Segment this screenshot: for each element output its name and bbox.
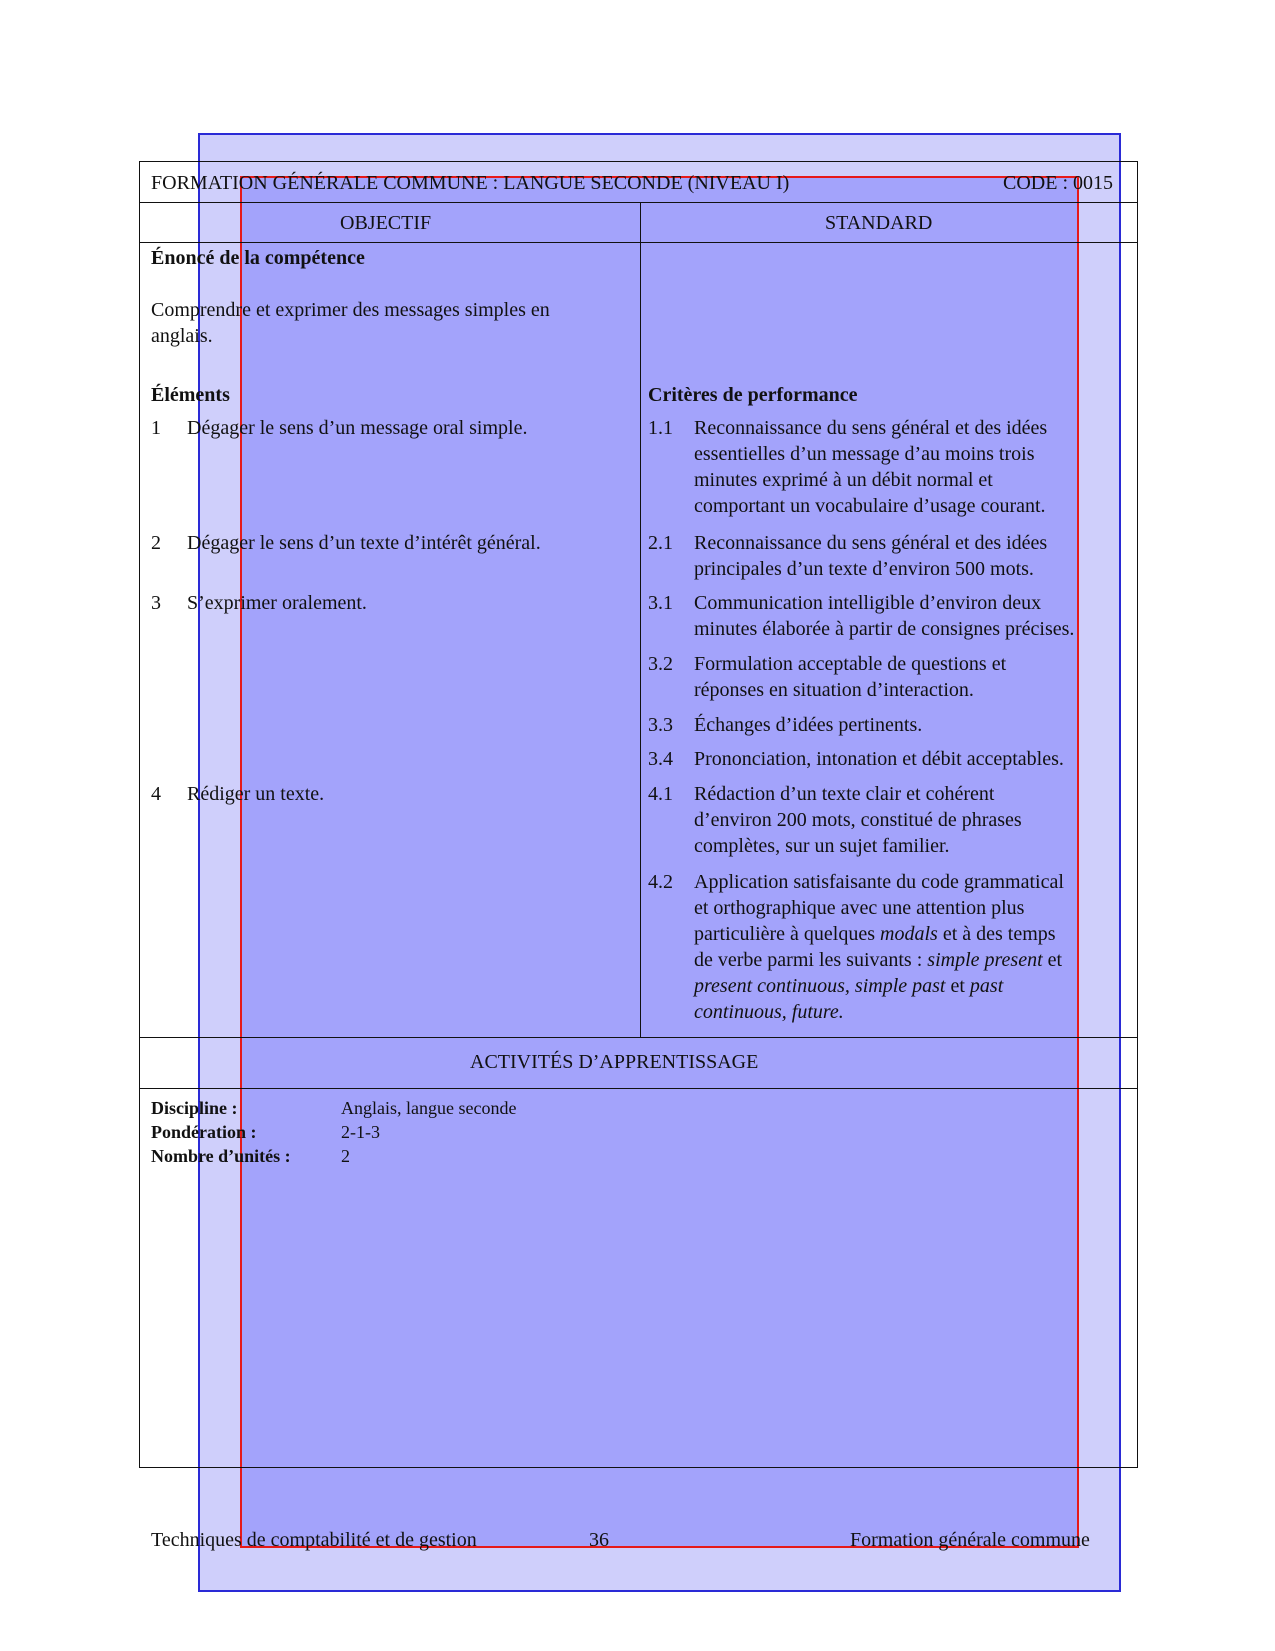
activities-heading: ACTIVITÉS D’APPRENTISSAGE [470, 1051, 759, 1073]
element-number: 1 [151, 417, 161, 439]
element-text: Dégager le sens d’un message oral simple. [187, 417, 528, 439]
unites-label: Nombre d’unités : [151, 1146, 291, 1166]
criterion-line: et orthographique avec une attention plus [694, 897, 1025, 919]
criterion-line: d’environ 200 mots, constitué de phrases [694, 809, 1022, 831]
header-divider [139, 202, 1138, 203]
criterion-line: Application satisfaisante du code grammatical [694, 871, 1064, 893]
criterion-number: 4.2 [648, 871, 673, 893]
footer-page-number: 36 [589, 1529, 609, 1551]
criterion-line: principales d’un texte d’environ 500 mots. [694, 558, 1034, 580]
element-number: 4 [151, 783, 161, 805]
elements-heading: Éléments [151, 384, 230, 406]
course-code: CODE : 0015 [1003, 172, 1113, 194]
criterion-text: et [1042, 949, 1063, 971]
competence-text-line2: anglais. [151, 325, 213, 347]
criterion-line: continuous, future. [694, 1001, 844, 1023]
criteres-heading: Critères de performance [648, 384, 858, 406]
criterion-text: particulière à quelques [694, 923, 881, 945]
criterion-line: Reconnaissance du sens général et des idées [694, 532, 1048, 554]
criterion-line: Formulation acceptable de questions et [694, 653, 1007, 675]
criterion-italic: simple present [927, 949, 1043, 971]
criterion-number: 3.3 [648, 714, 673, 736]
criterion-number: 1.1 [648, 417, 673, 439]
criterion-italic: modals [880, 923, 938, 945]
activities-bottom-divider [139, 1088, 1138, 1089]
criterion-line: réponses en situation d’interaction. [694, 679, 974, 701]
criterion-line: Reconnaissance du sens général et des idées [694, 417, 1048, 439]
objectif-heading: OBJECTIF [340, 212, 432, 234]
criterion-line [694, 947, 1062, 973]
element-number: 2 [151, 532, 161, 554]
criterion-line: Communication intelligible d’environ deux [694, 592, 1042, 614]
criterion-line: Rédaction d’un texte clair et cohérent [694, 783, 995, 805]
ponderation-value: 2-1-3 [341, 1122, 380, 1142]
activities-top-divider [139, 1037, 1138, 1038]
criterion-text: et à des temps [937, 923, 1056, 945]
criterion-line: minutes exprimé à un débit normal et [694, 469, 993, 491]
standard-heading: STANDARD [825, 212, 933, 234]
footer-program: Techniques de comptabilité et de gestion [151, 1529, 477, 1551]
element-text: Dégager le sens d’un texte d’intérêt général. [187, 532, 541, 554]
element-text: S’exprimer oralement. [187, 592, 367, 614]
unites-value: 2 [341, 1146, 350, 1166]
criterion-italic: past [969, 975, 1004, 997]
criterion-line: Échanges d’idées pertinents. [694, 714, 923, 736]
competence-text-line1: Comprendre et exprimer des messages simples en [151, 299, 550, 321]
criterion-line: minutes élaborée à partir de consignes précises. [694, 618, 1075, 640]
discipline-label: Discipline : [151, 1098, 238, 1118]
criterion-number: 3.1 [648, 592, 673, 614]
criterion-line [694, 921, 1056, 947]
criterion-line: Prononciation, intonation et débit acceptables. [694, 748, 1064, 770]
criterion-line: essentielles d’un message d’au moins trois [694, 443, 1035, 465]
criterion-line: comportant un vocabulaire d’usage courant. [694, 495, 1046, 517]
element-text: Rédiger un texte. [187, 783, 325, 805]
criterion-line: complètes, sur un sujet familier. [694, 835, 950, 857]
footer-section: Formation générale commune [850, 1529, 1090, 1551]
column-separator [640, 202, 641, 1038]
discipline-value: Anglais, langue seconde [341, 1098, 517, 1118]
criterion-number: 3.4 [648, 748, 673, 770]
criterion-text: et [945, 975, 970, 997]
criterion-number: 2.1 [648, 532, 673, 554]
ponderation-label: Pondération : [151, 1122, 257, 1142]
criterion-text: de verbe parmi les suivants : [694, 949, 928, 971]
criterion-italic: present continuous, simple past [694, 975, 946, 997]
criterion-line [694, 973, 1003, 999]
criterion-number: 4.1 [648, 783, 673, 805]
columns-divider [139, 242, 1138, 243]
course-title: FORMATION GÉNÉRALE COMMUNE : LANGUE SECONDE (NIVEAU I) [151, 172, 790, 194]
element-number: 3 [151, 592, 161, 614]
competence-heading: Énoncé de la compétence [151, 247, 365, 269]
criterion-number: 3.2 [648, 653, 673, 675]
